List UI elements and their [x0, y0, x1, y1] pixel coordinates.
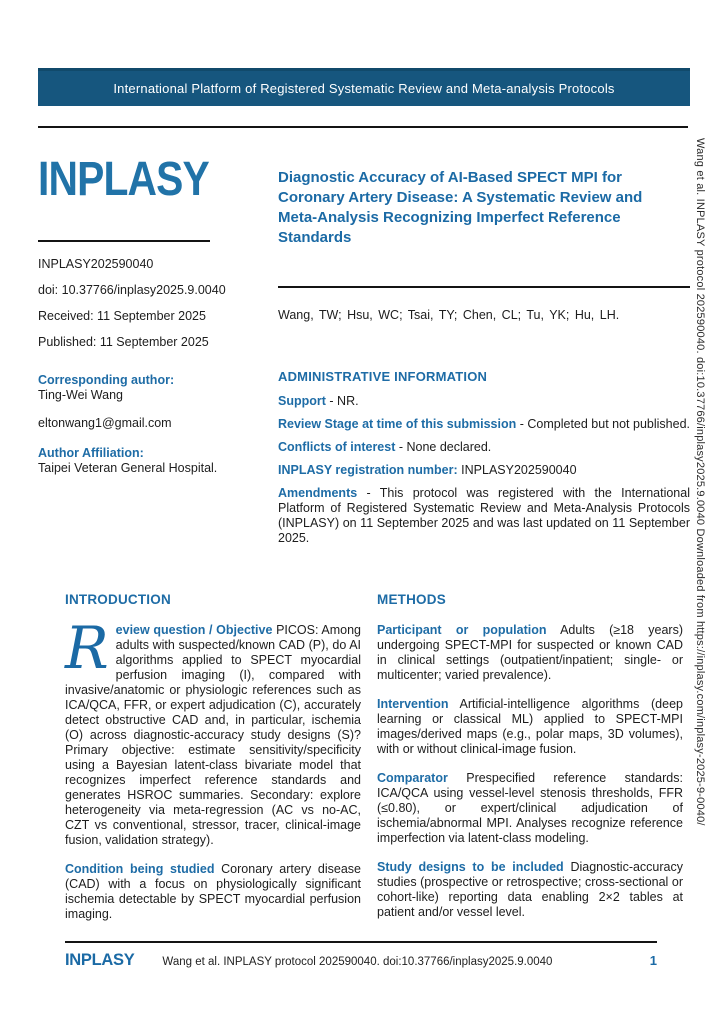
review-question-paragraph: Review question / Objective PICOS: Among adults with suspected/known CAD (P), do AI algorithms applied to SPECT myocardial perfusion imaging (I), compared with invasive/anatomic or physiologic references such as ICA/QCA, FFR, or expert adjudication (C), accurately detect obstructive CAD and, in particular, ischemia (O) across diagnostic-accuracy study designs (S)? Primary objective: estimate sensitivity/specificity using a Bayesian latent-class bivariate model that recognizes imperfect reference standards and generates HSROC summaries. Secondary: explore heterogeneity via meta-regression (AC vs no-AC, CZT vs conventional, stressor, tracer, clinical-image fusion, validation strategy).: [65, 614, 361, 847]
logo-divider: [38, 240, 210, 242]
participant-paragraph: Participant or population Adults (≥18 years) undergoing SPECT-MPI for suspected or known CAD in clinical settings (outpatient/inpatient; single- or multicenter; varied prevalence).: [377, 623, 683, 682]
contact-block: [38, 373, 273, 476]
article-title: Diagnostic Accuracy of AI-Based SPECT MPI for Coronary Artery Disease: A Systematic Review and Meta-Analysis Recognizing Imperfect Reference Standards: [278, 169, 643, 246]
study-designs-paragraph: Study designs to be included Diagnostic-accuracy studies (prospective or retrospective; cross-sectional or cohort-like) reporting data enabling 2×2 tables at patient and/or vessel level.: [377, 860, 683, 919]
admin-review-stage: Review Stage at time of this submission - Completed but not published.: [278, 417, 690, 431]
admin-heading: ADMINISTRATIVE INFORMATION: [278, 369, 488, 384]
methods-column: [377, 592, 683, 936]
page-footer: [65, 951, 657, 970]
corresponding-author-name: Ting-Wei Wang: [38, 388, 123, 402]
corresponding-author-label: Corresponding author:: [38, 373, 175, 387]
corresponding-author-email: eltonwang1@gmail.com: [38, 416, 172, 430]
author-list: Wang, TW; Hsu, WC; Tsai, TY; Chen, CL; Tu, YK; Hu, LH.: [278, 308, 620, 322]
published-date: Published: 11 September 2025: [38, 335, 209, 349]
introduction-column: [65, 592, 361, 936]
footer-citation: Wang et al. INPLASY protocol 202590040. doi:10.37766/inplasy2025.9.0040: [162, 956, 553, 968]
title-divider: [278, 286, 690, 288]
comparator-paragraph: Comparator Prespecified reference standards: ICA/QCA using vessel-level stenosis thresholds, FFR (≤0.80), or expert/clinical adjudication of ischemia/abnormal MPI. Analyses recognize reference imperfection via latent-class modeling.: [377, 771, 683, 845]
vertical-citation-sidebar: Wang et al. INPLASY protocol 202590040. doi:10.37766/inplasy2025.9.0040 Downloaded from https://inplasy.com/inplasy-2025-9-0040/: [694, 138, 706, 826]
affiliation-label: Author Affiliation:: [38, 446, 144, 460]
footer-divider: [65, 941, 657, 943]
administrative-information-section: [278, 369, 690, 554]
registration-id: INPLASY202590040: [38, 257, 154, 271]
journal-banner: [38, 68, 690, 106]
admin-support: Support - NR.: [278, 394, 359, 408]
affiliation-value: Taipei Veteran General Hospital.: [38, 461, 218, 475]
top-divider: [38, 126, 688, 128]
spacer: [38, 431, 273, 446]
inplasy-logo: INPLASY: [38, 153, 209, 206]
spacer: [38, 403, 273, 416]
admin-conflicts: Conflicts of interest - None declared.: [278, 440, 492, 454]
registration-meta: [38, 257, 273, 361]
received-date: Received: 11 September 2025: [38, 309, 206, 323]
admin-registration-number: INPLASY registration number: INPLASY202590040: [278, 463, 577, 477]
introduction-heading: INTRODUCTION: [65, 592, 171, 607]
journal-banner-text: International Platform of Registered Systematic Review and Meta-analysis Protocols: [113, 81, 615, 96]
footer-brand: INPLASY: [65, 951, 135, 969]
intervention-paragraph: Intervention Artificial-intelligence algorithms (deep learning or classical ML) applied to SPECT-MPI images/derived maps (e.g., polar maps, 3D volumes), with or without clinical-image fusion.: [377, 697, 683, 756]
doi-line: doi: 10.37766/inplasy2025.9.0040: [38, 283, 226, 297]
main-columns: [65, 592, 683, 936]
methods-heading: METHODS: [377, 592, 446, 607]
condition-paragraph: Condition being studied Coronary artery disease (CAD) with a focus on physiologically significant ischemia detectable by SPECT myocardial perfusion imaging.: [65, 862, 361, 921]
page-number: 1: [649, 953, 657, 968]
admin-amendments: Amendments - This protocol was registered with the International Platform of Registered Systematic Review and Meta-Analysis Protocols (INPLASY) on 11 September 2025 and was last updated on 11 September 2025.: [278, 486, 690, 545]
dropcap-letter: R: [65, 614, 109, 682]
